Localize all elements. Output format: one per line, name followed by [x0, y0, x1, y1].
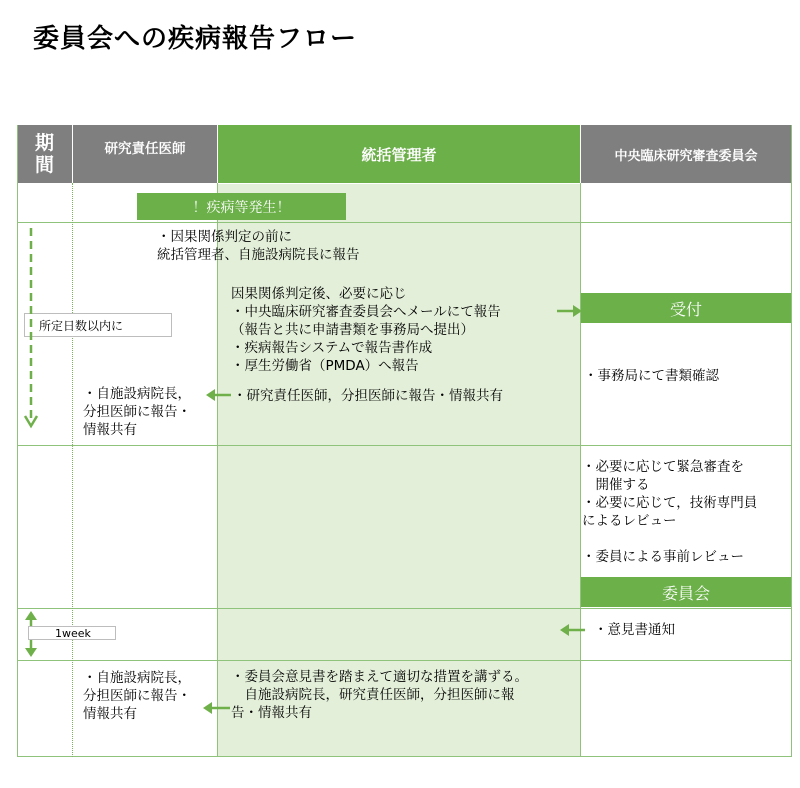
arrow-opinion-notice — [559, 623, 587, 637]
row-divider — [17, 608, 791, 609]
opinion-notice-text: ・意見書通知 — [594, 622, 675, 638]
row-divider — [17, 756, 791, 757]
row-divider — [17, 660, 791, 661]
emergency-review-text: ・必要に応じて緊急審査を 開催する ・必要に応じて，技術専門員 によるレビュー ・委員による事前レビュー — [582, 459, 758, 565]
committee-meeting-bar: 委員会 — [581, 577, 791, 607]
committee-column-header: 中央臨床研究審査委員会 — [581, 125, 791, 183]
column-divider — [217, 183, 218, 757]
post-causality-report-text: 因果関係判定後、必要に応じ ・中央臨床研究審査委員会へメールにて報告 （報告と共に申請書類を事務局へ提出） ・疾病報告システムで報告書作成 ・厚生労働省（PMDA）へ報告 — [231, 286, 501, 374]
column-divider — [17, 125, 18, 757]
share-with-investigators-text: ・研究責任医師，分担医師に報告・情報共有 — [233, 388, 503, 404]
row-divider — [17, 222, 791, 223]
column-divider — [72, 183, 73, 757]
arrow-final-to-investigator — [202, 701, 230, 715]
investigator-report-text: ・自施設病院長， 分担医師に報告・ 情報共有 — [83, 386, 191, 438]
pre-causality-report-text: ・因果関係判定の前に 統括管理者、自施設病院長に報告 — [157, 229, 360, 263]
row-divider — [17, 445, 791, 446]
period-column-header: 期 間 — [17, 125, 72, 183]
one-week-label-box: 1week — [28, 626, 116, 640]
arrow-to-investigator — [205, 388, 231, 402]
arrow-to-committee — [557, 304, 583, 318]
disease-event-bar: ！疾病等発生！ — [137, 193, 346, 220]
reception-bar: 受付 — [581, 293, 791, 323]
page-title: 委員会への疾病報告フロー — [33, 24, 358, 54]
investigator-column-header: 研究責任医師 — [73, 125, 217, 183]
deadline-label-box: 所定日数以内に — [24, 313, 172, 337]
column-divider — [580, 183, 581, 757]
period-down-arrow — [24, 228, 38, 430]
coordinator-column-header: 統括管理者 — [218, 125, 580, 183]
measures-text: ・委員会意見書を踏まえて適切な措置を講ずる。 自施設病院長，研究責任医師，分担医師に報 告・情報共有 — [231, 669, 528, 721]
column-divider — [791, 125, 792, 757]
investigator-final-report-text: ・自施設病院長， 分担医師に報告・ 情報共有 — [83, 670, 191, 722]
secretariat-check-text: ・事務局にて書類確認 — [584, 368, 719, 384]
